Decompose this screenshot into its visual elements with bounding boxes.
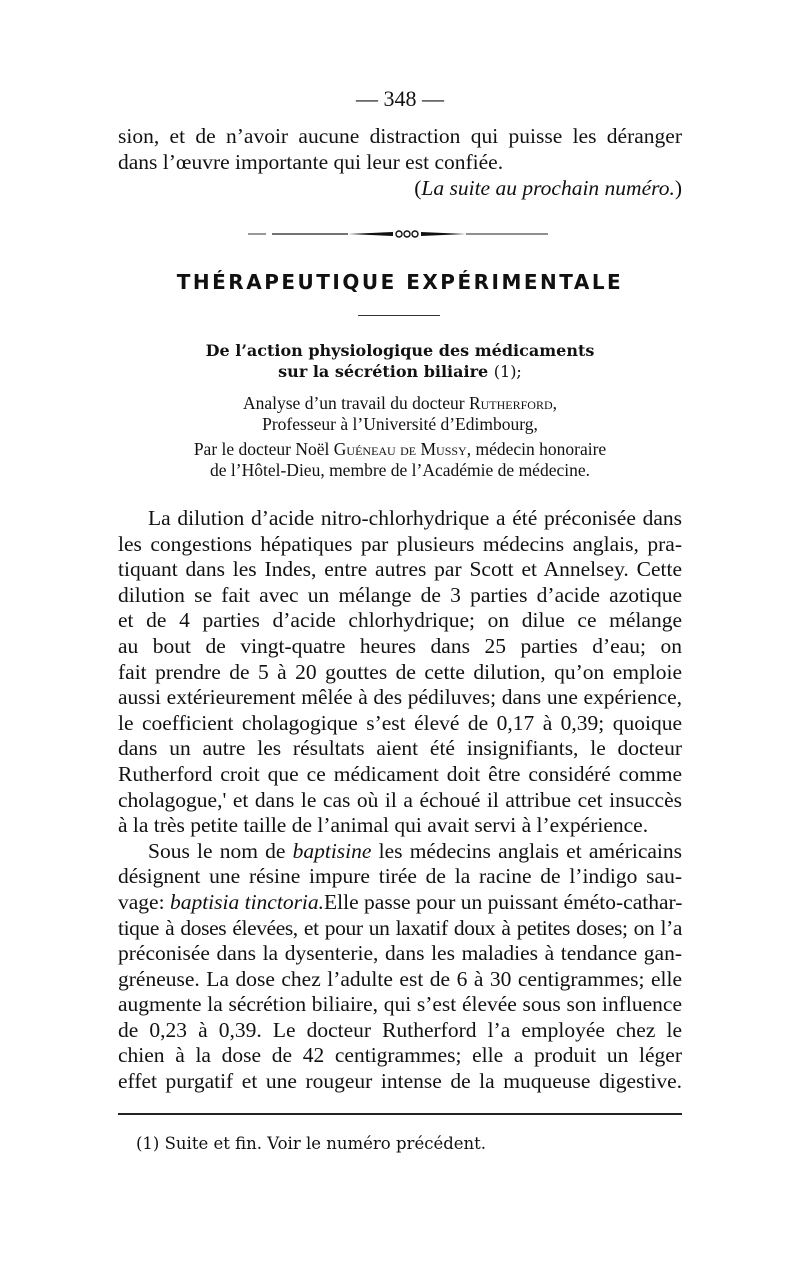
text-line: Rutherford croit que ce médicament doit être considéré comme [118, 761, 682, 786]
text-line: le coefficient cholagogique s’est élevé de 0,17 à 0,39; quoique [118, 710, 682, 735]
text-line: vage: baptisia tinctoria.Elle passe pour un puissant éméto-cathar- [118, 889, 683, 914]
author-name: Guéneau de Mussy, [333, 439, 472, 459]
credit-text: médecin honoraire [475, 439, 607, 459]
translator-role: de l’Hôtel-Dieu, membre de l’Académie de médecine. [210, 460, 590, 480]
text-line: chien à la dose de 42 centigrammes; elle a produit un léger [118, 1043, 682, 1068]
text-line: à la très petite taille de l’animal qui avait servi à l’expérience. [118, 813, 649, 838]
continuation-note: (La suite au prochain numéro.) [414, 176, 682, 200]
continuation-text [118, 124, 682, 175]
author-name: Rutherford, [468, 393, 558, 413]
text-line: sion, et de n’avoir aucune distraction qui puisse les déranger [118, 124, 682, 148]
author-role: Professeur à l’Université d’Edimbourg, [262, 414, 538, 434]
text-line: désignent une résine impure tirée de la racine de l’indigo sau- [118, 864, 682, 889]
footnote-rule [118, 1113, 682, 1115]
page-number: — 348 — [356, 86, 444, 111]
text-line: et de 4 parties d’acide chlorhydrique; on dilue ce mélange [118, 608, 682, 633]
translator-credit [0, 439, 800, 461]
text-line: préconisée dans la dysenterie, dans les maladies à tendance gan- [118, 941, 682, 966]
text-line: La dilution d’acide nitro-chlorhydrique a été préconisée dans [148, 506, 682, 530]
text-line: effet purgatif et une rougeur intense de la muqueuse digestive. [118, 1069, 682, 1094]
credit-text: Analyse d’un travail du docteur [242, 393, 465, 413]
text-line: les congestions hépatiques par plusieurs médecins anglais, pra- [118, 531, 682, 556]
article-body [118, 506, 682, 1095]
italic-term: baptisia tinctoria. [169, 889, 325, 914]
credit-text: Par le docteur Noël [193, 439, 330, 459]
text-line: tiquant dans les Indes, entre autres par Scott et Annelsey. Cette [118, 557, 682, 582]
ornament-divider [248, 229, 548, 239]
text-line: aussi extérieurement mêlée à des pédiluves; dans une expérience, [118, 685, 682, 710]
continuation-note-text: La suite au prochain numéro. [421, 176, 675, 200]
analysis-credit [0, 393, 800, 415]
text-line: fait prendre de 5 à 20 gouttes de cette dilution, qu’on emploie [118, 659, 682, 684]
section-title: THÉRAPEUTIQUE EXPÉRIMENTALE [176, 270, 624, 294]
italic-term: baptisine [292, 838, 372, 863]
article-title-line: De l’action physiologique des médicaments [205, 341, 595, 360]
article-title-line: sur la sécrétion biliaire [278, 362, 489, 381]
text-line: Sous le nom de baptisine les médecins anglais et américains [148, 838, 682, 863]
article-title [0, 340, 800, 382]
text-line: de 0,23 à 0,39. Le docteur Rutherford l’a employée chez le [118, 1017, 682, 1042]
text-line: tique à doses élevées, et pour un laxatif doux à petites doses; on l’a [118, 915, 682, 940]
text-line: augmente la sécrétion biliaire, qui s’est élevée sous son influence [118, 992, 682, 1017]
text-line: gréneuse. La dose chez l’adulte est de 6 à 30 centigrammes; elle [118, 966, 682, 991]
text-line: cholagogue,' et dans le cas où il a échoué il attribue cet insuccès [118, 787, 682, 812]
text-line: au bout de vingt-quatre heures dans 25 parties d’eau; on [118, 633, 682, 658]
footnote-ref: (1); [493, 362, 522, 381]
text-line: dans un autre les résultats aient été insignifiants, le docteur [118, 736, 682, 761]
footnote: (1) Suite et fin. Voir le numéro précédent. [136, 1134, 487, 1153]
text-line: dans l’œuvre importante qui leur est confiée. [118, 149, 504, 174]
text-line: dilution se fait avec un mélange de 3 parties d’acide azotique [118, 582, 682, 607]
title-rule [358, 315, 440, 316]
